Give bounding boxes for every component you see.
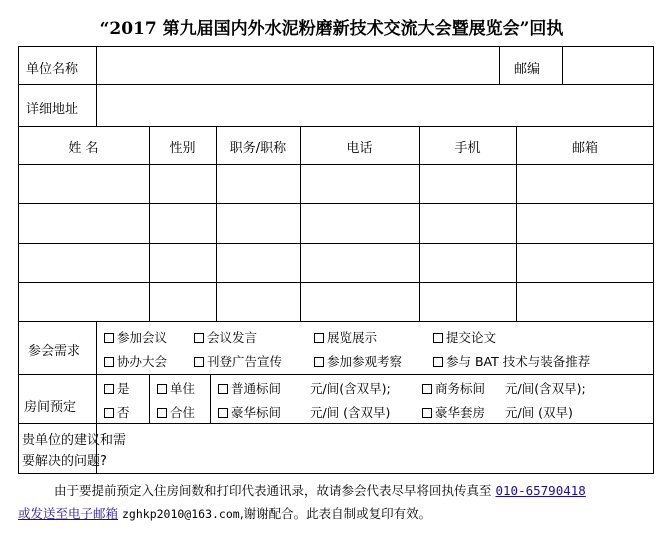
checkbox-icon — [104, 384, 114, 394]
room-label: 房间预定 — [24, 400, 77, 415]
registration-form — [18, 46, 654, 474]
option-attend[interactable] — [104, 328, 167, 346]
room-business[interactable] — [422, 379, 485, 397]
checkbox-icon — [433, 333, 443, 343]
option-label: 参与 BAT 技术与装备推荐 — [446, 354, 591, 369]
option-label: 是 — [117, 381, 130, 396]
room-standard[interactable] — [218, 379, 281, 397]
checkbox-icon — [218, 384, 228, 394]
suggest-label-line1: 贵单位的建议和需 — [22, 433, 127, 448]
checkbox-icon — [104, 333, 114, 343]
option-label: 否 — [117, 405, 130, 420]
attendee-cell[interactable] — [150, 283, 216, 320]
checkbox-icon — [194, 357, 204, 367]
checkbox-icon — [157, 384, 167, 394]
attendee-cell[interactable] — [19, 283, 149, 320]
checkbox-icon — [218, 408, 228, 418]
checkbox-icon — [314, 333, 324, 343]
suggest-label-line2: 要解决的问题? — [22, 454, 107, 469]
email-address: zghkp2010@163.com — [122, 507, 240, 521]
checkbox-icon — [314, 357, 324, 367]
email-prompt-link[interactable]: 或发送至电子邮箱 — [18, 506, 119, 521]
postcode-field[interactable] — [563, 47, 653, 84]
attendee-cell[interactable] — [420, 165, 516, 202]
fax-link[interactable]: 010-65790418 — [495, 483, 586, 498]
option-speech[interactable] — [194, 328, 257, 346]
option-label: 刊登广告宣传 — [207, 354, 283, 369]
attendee-cell[interactable] — [217, 283, 300, 320]
address-field[interactable] — [97, 85, 653, 126]
attendee-cell[interactable] — [517, 283, 653, 320]
attendee-cell[interactable] — [420, 244, 516, 281]
option-label: 豪华套房 — [435, 405, 486, 420]
col-title: 职务/职称 — [229, 141, 287, 156]
option-advert[interactable] — [194, 352, 282, 370]
attendee-cell[interactable] — [517, 204, 653, 241]
option-label: 会议发言 — [207, 330, 258, 345]
col-gender: 性别 — [169, 141, 196, 156]
room-luxury[interactable] — [218, 403, 281, 421]
org-name-label: 单位名称 — [26, 62, 79, 77]
checkbox-icon — [422, 408, 432, 418]
attendee-cell[interactable] — [420, 204, 516, 241]
option-exhibit[interactable] — [314, 328, 377, 346]
room-business-price: 元/间(含双早); — [505, 381, 586, 396]
attendee-cell[interactable] — [150, 244, 216, 281]
checkbox-icon — [104, 357, 114, 367]
option-label: 商务标间 — [435, 381, 486, 396]
option-bat[interactable] — [433, 352, 590, 370]
footer-text-1: 由于要提前预定入住房间数和打印代表通讯录，故请参会代表尽早将回执传真至 — [54, 483, 492, 498]
needs-label: 参会需求 — [28, 344, 81, 359]
option-label: 参加会议 — [117, 330, 168, 345]
checkbox-icon — [104, 408, 114, 418]
room-suite[interactable] — [422, 403, 485, 421]
page-title: “2017 第九届国内外水泥粉磨新技术交流大会暨展览会”回执 — [99, 19, 564, 39]
room-standard-price: 元/间(含双早); — [310, 381, 391, 396]
border-bottom — [18, 473, 654, 474]
attendee-cell[interactable] — [217, 165, 300, 202]
room-no[interactable] — [104, 403, 130, 421]
rule — [149, 374, 150, 423]
footer-line1 — [18, 481, 658, 499]
attendee-cell[interactable] — [301, 283, 419, 320]
rule — [18, 126, 654, 127]
col-email: 邮箱 — [571, 141, 598, 156]
attendee-cell[interactable] — [517, 244, 653, 281]
attendee-cell[interactable] — [301, 165, 419, 202]
rule — [18, 374, 654, 375]
org-name-field[interactable] — [97, 47, 499, 84]
rule — [18, 321, 654, 322]
address-label: 详细地址 — [26, 102, 79, 117]
border-right — [653, 46, 654, 474]
room-luxury-price: 元/间 (含双早) — [310, 405, 391, 420]
suggest-field[interactable] — [97, 424, 653, 473]
option-label: 合住 — [170, 405, 196, 420]
option-label: 参加参观考察 — [327, 354, 403, 369]
option-label: 协办大会 — [117, 354, 168, 369]
checkbox-icon — [157, 408, 167, 418]
footer-text-3: ,谢谢配合。此表自制或复印有效。 — [239, 506, 432, 521]
checkbox-icon — [194, 333, 204, 343]
option-cohost[interactable] — [104, 352, 167, 370]
attendee-cell[interactable] — [19, 244, 149, 281]
attendee-cell[interactable] — [301, 204, 419, 241]
postcode-label: 邮编 — [514, 62, 541, 77]
attendee-cell[interactable] — [217, 204, 300, 241]
room-yes[interactable] — [104, 379, 130, 397]
checkbox-icon — [422, 384, 432, 394]
footer-line2 — [18, 504, 658, 522]
rule — [499, 46, 500, 84]
attendee-cell[interactable] — [19, 204, 149, 241]
rule — [210, 374, 211, 423]
room-shared[interactable] — [157, 403, 195, 421]
option-label: 豪华标间 — [231, 405, 282, 420]
col-name: 姓 名 — [68, 141, 99, 156]
option-label: 普通标间 — [231, 381, 282, 396]
option-label: 单住 — [170, 381, 196, 396]
attendee-cell[interactable] — [150, 165, 216, 202]
room-single[interactable] — [157, 379, 195, 397]
attendee-cell[interactable] — [19, 165, 149, 202]
option-visit[interactable] — [314, 352, 402, 370]
option-label: 提交论文 — [446, 330, 497, 345]
attendee-cell[interactable] — [517, 165, 653, 202]
option-paper[interactable] — [433, 328, 496, 346]
option-label: 展览展示 — [327, 330, 378, 345]
col-phone: 电话 — [346, 141, 373, 156]
checkbox-icon — [433, 357, 443, 367]
attendee-cell[interactable] — [150, 204, 216, 241]
attendee-cell[interactable] — [217, 244, 300, 281]
room-suite-price: 元/间 (双早) — [505, 405, 573, 420]
attendee-cell[interactable] — [301, 244, 419, 281]
col-mobile: 手机 — [454, 141, 481, 156]
attendee-cell[interactable] — [420, 283, 516, 320]
